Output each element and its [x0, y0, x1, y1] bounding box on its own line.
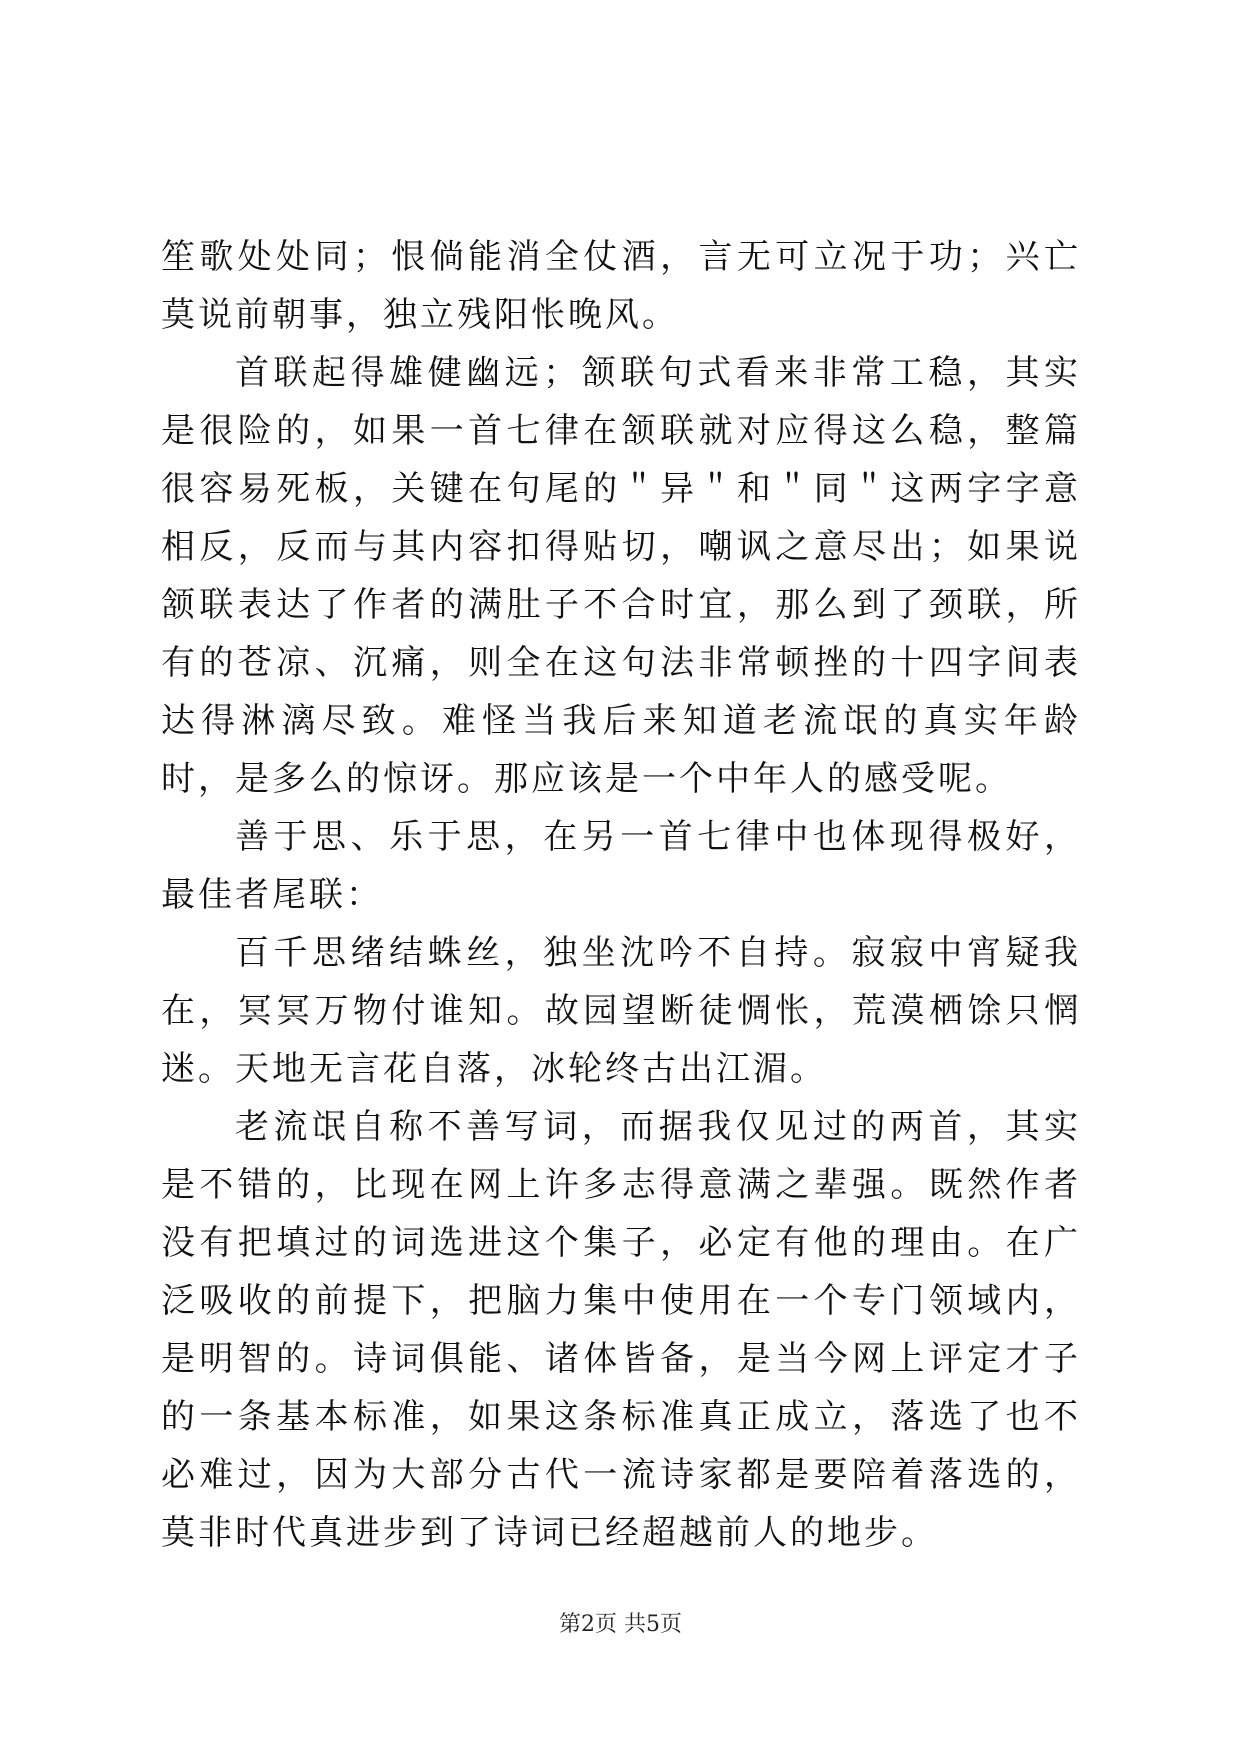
page-footer: 第2页 共5页 — [559, 1612, 682, 1637]
paragraph-3: 善于思、乐于思，在另一首七律中也体现得极好，最佳者尾联： — [161, 817, 1081, 915]
paragraph-1: 笙歌处处同；恨倘能消全仗酒，言无可立况于功；兴亡莫说前朝事，独立残阳怅晚风。 — [161, 237, 1081, 335]
paragraph-4-poem: 百千思绪结蛛丝，独坐沈吟不自持。寂寂中宵疑我在，冥冥万物付谁知。故园望断徒惆怅，荒漠栖馀只惘迷。天地无言花自落，冰轮终古出江湄。 — [161, 933, 1081, 1089]
paragraph-5: 老流氓自称不善写词，而据我仅见过的两首，其实是不错的，比现在网上许多志得意满之辈强。既然作者没有把填过的词选进这个集子，必定有他的理由。在广泛吸收的前提下，把脑力集中使用在一个专门领域内，是明智的。诗词俱能、诸体皆备，是当今网上评定才子的一条基本标准，如果这条标准真正成立，落选了也不必难过，因为大部分古代一流诗家都是要陪着落选的，莫非时代真进步到了诗词已经超越前人的地步。 — [161, 1107, 1081, 1553]
paragraph-2: 首联起得雄健幽远；颔联句式看来非常工稳，其实是很险的，如果一首七律在颔联就对应得这么稳，整篇很容易死板，关键在句尾的＂异＂和＂同＂这两字字意相反，反而与其内容扣得贴切，嘲讽之意尽出；如果说颔联表达了作者的满肚子不合时宜，那么到了颈联，所有的苍凉、沉痛，则全在这句法非常顿挫的十四字间表达得淋漓尽致。难怪当我后来知道老流氓的真实年龄时，是多么的惊讶。那应该是一个中年人的感受呢。 — [161, 353, 1081, 799]
document-body — [161, 228, 1081, 1562]
